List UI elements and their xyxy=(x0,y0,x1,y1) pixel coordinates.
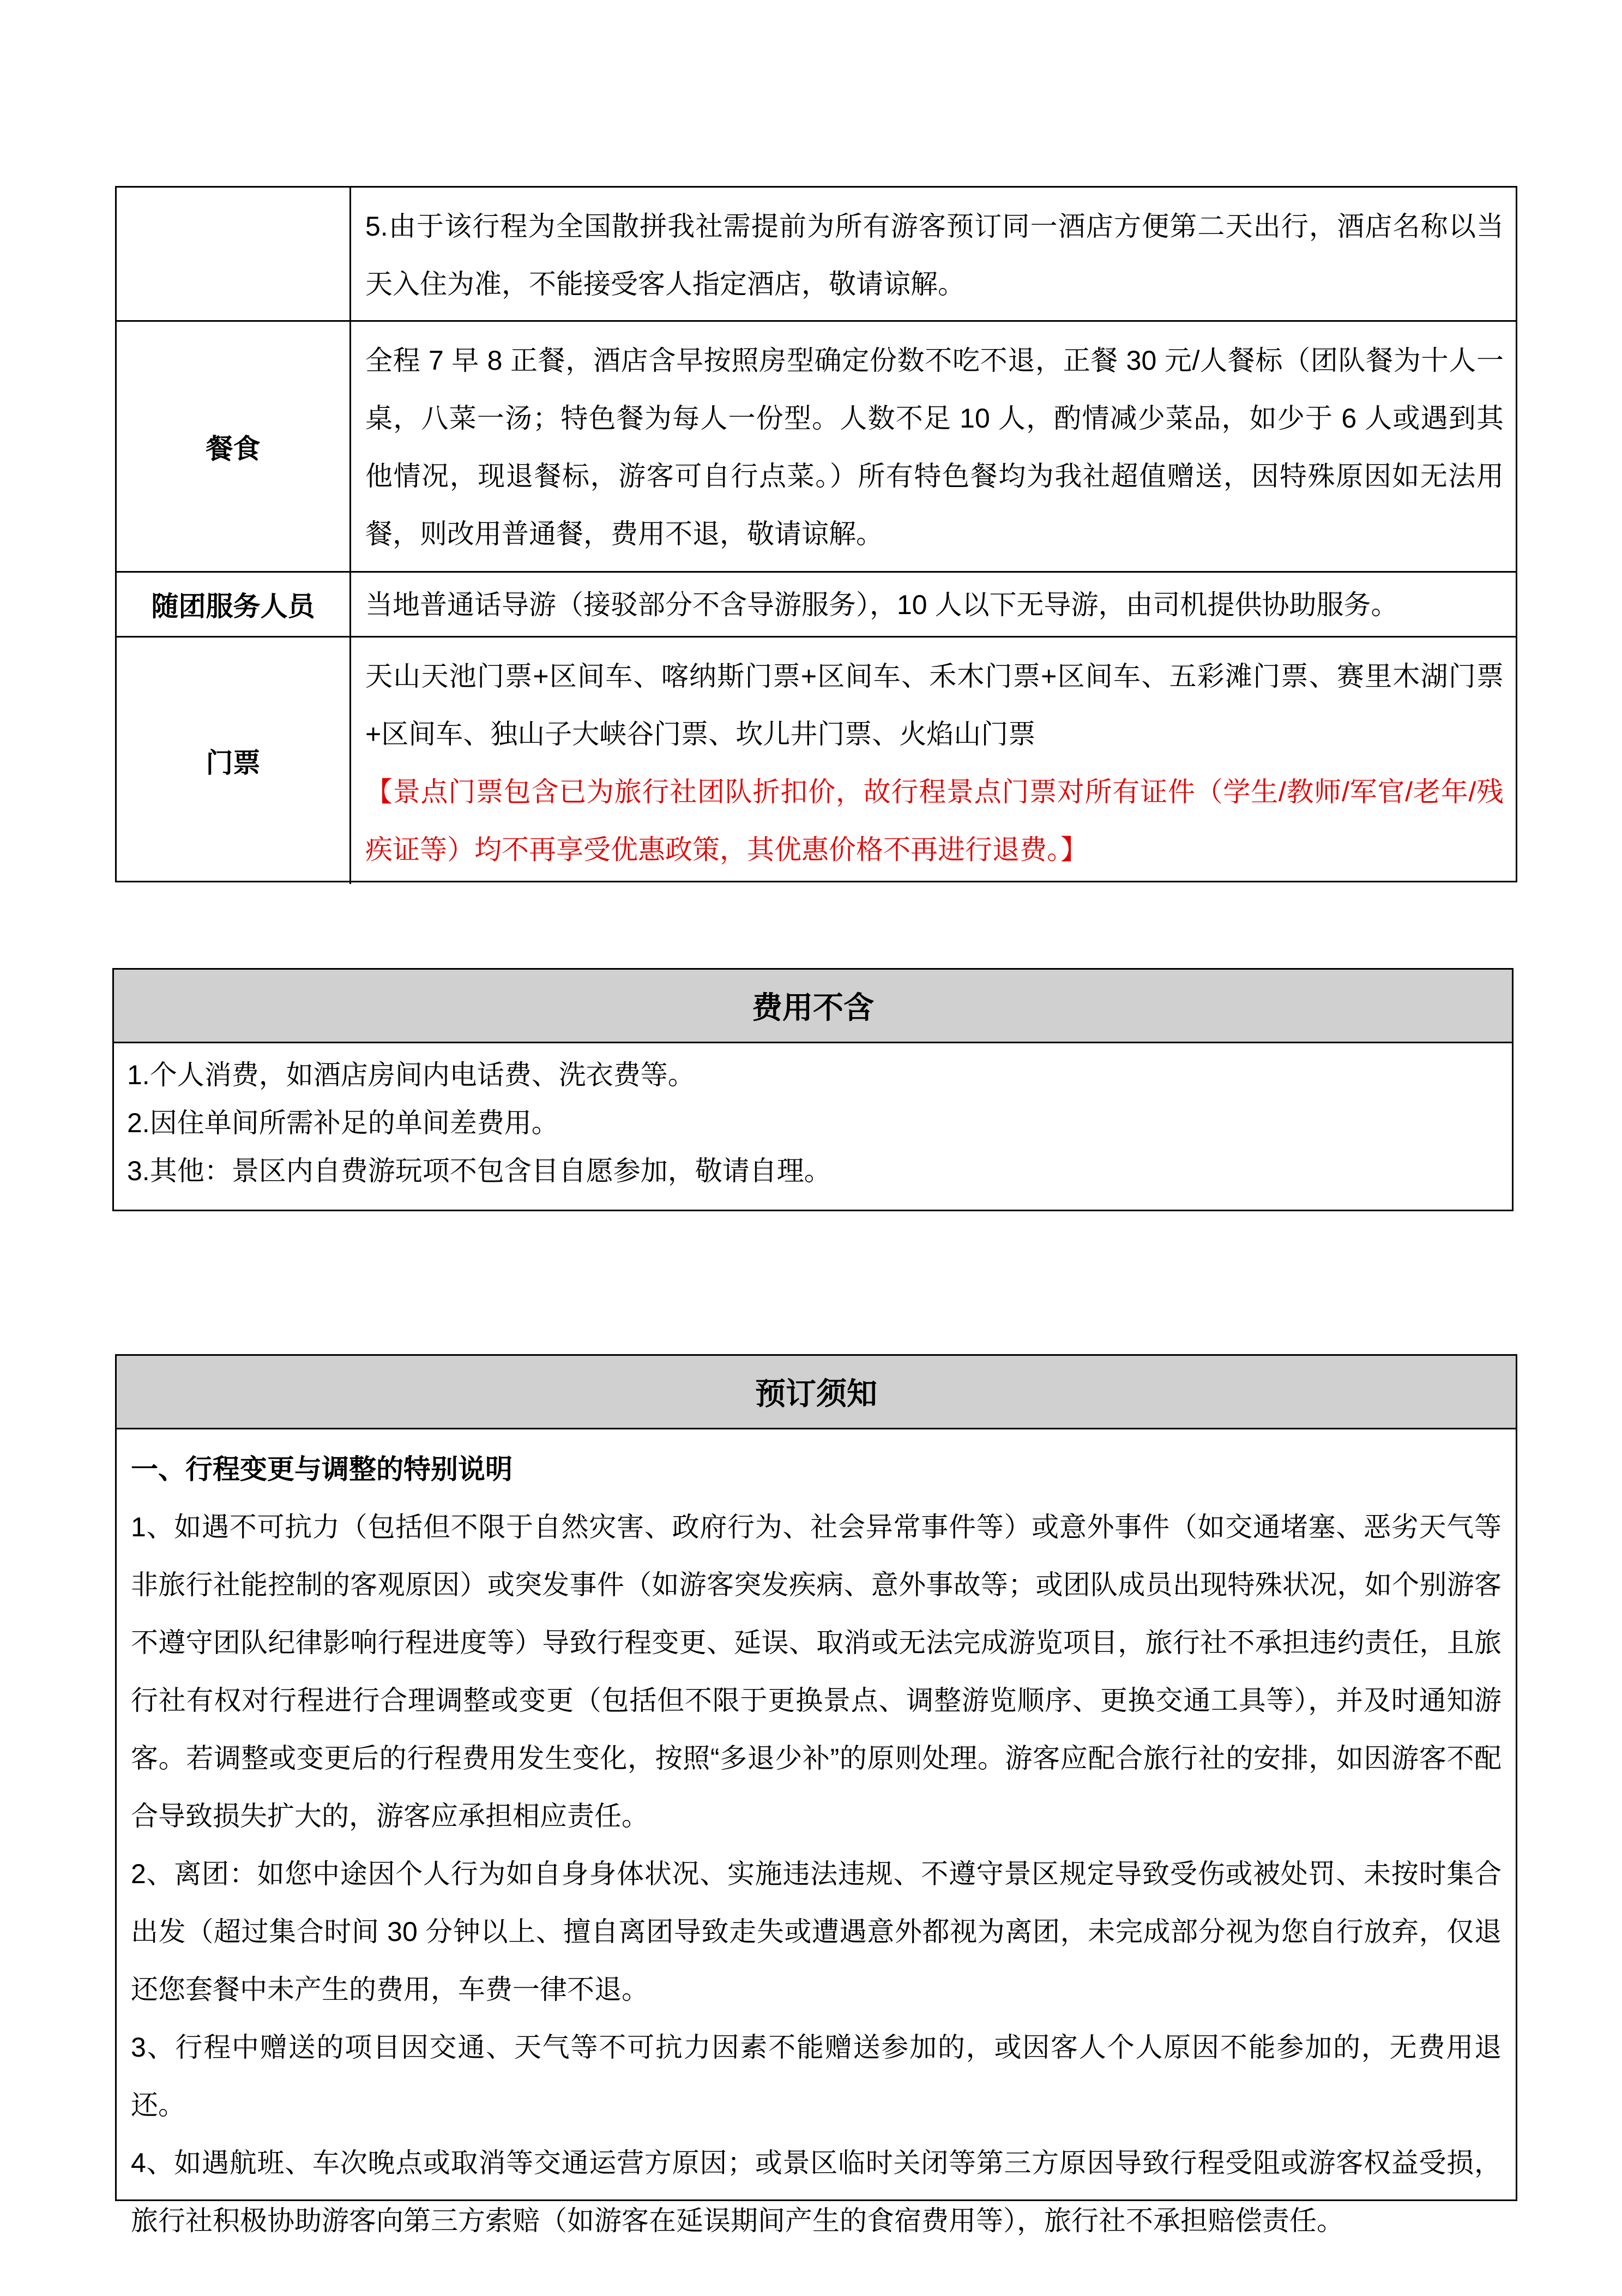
row-label: 门票 xyxy=(117,638,351,884)
row-label xyxy=(117,188,351,320)
booking-notes xyxy=(117,1429,1516,2261)
list-item: 2、离团：如您中途因个人行为如自身身体状况、实施违法违规、不遵守景区规定导致受伤或被处罚、未按时集合出发（超过集合时间 30 分钟以上、擅自离团导致走失或遭遇意外都视为离团，未完成部分视为您自行放弃，仅退还您套餐中未产生的费用，车费一律不退。 xyxy=(131,1859,1502,2005)
list-item: 3、行程中赠送的项目因交通、天气等不可抗力因素不能赠送参加的，或因客人个人原因不能参加的，无费用退还。 xyxy=(131,2032,1502,2120)
list-item: 1.个人消费，如酒店房间内电话费、洗衣费等。 xyxy=(127,1060,695,1090)
section-title: 预订须知 xyxy=(117,1356,1516,1429)
list-item: 2.因住单间所需补足的单间差费用。 xyxy=(127,1108,559,1138)
row-label: 随团服务人员 xyxy=(117,573,351,636)
excluded-costs-box xyxy=(112,968,1514,1211)
table-row-meals xyxy=(117,320,1516,571)
tickets-list: 天山天池门票+区间车、喀纳斯门票+区间车、禾木门票+区间车、五彩滩门票、赛里木湖门票+区间车、独山子大峡谷门票、坎儿井门票、火焰山门票 xyxy=(365,661,1504,749)
row-content: 全程 7 早 8 正餐，酒店含早按照房型确定份数不吃不退，正餐 30 元/人餐标（团队餐为十人一桌，八菜一汤；特色餐为每人一份型。人数不足 10 人，酌情减少菜品，如少于 6 人或遇到其他情况，现退餐标，游客可自行点菜。）所有特色餐均为我社超值赠送，因特殊原因如无法用餐，则改用普通餐，费用不退，敬请谅解。 xyxy=(365,345,1504,549)
table-row-hotel-note xyxy=(117,188,1516,320)
booking-notes-box xyxy=(115,1354,1517,2236)
list-item: 4、如遇航班、车次晚点或取消等交通运营方原因；或景区临时关闭等第三方原因导致行程受阻或游客权益受损，旅行社积极协助游客向第三方索赔（如游客在延误期间产生的食宿费用等），旅行社不承担赔偿责任。 xyxy=(131,2148,1502,2236)
excluded-list xyxy=(114,1043,1512,1203)
subsection-title: 一、行程变更与调整的特别说明 xyxy=(131,1454,512,1484)
row-content: 5.由于该行程为全国散拼我社需提前为所有游客预订同一酒店方便第二天出行，酒店名称以当天入住为准，不能接受客人指定酒店，敬请谅解。 xyxy=(365,211,1504,299)
row-label: 餐食 xyxy=(117,322,351,571)
row-content xyxy=(351,638,1516,884)
table-row-tickets xyxy=(117,636,1516,884)
tickets-notice: 【景点门票包含已为旅行社团队折扣价，故行程景点门票对所有证件（学生/教师/军官/老年/残疾证等）均不再享受优惠政策，其优惠价格不再进行退费。】 xyxy=(365,777,1504,865)
section-title: 费用不含 xyxy=(114,970,1512,1043)
table-row-guide xyxy=(117,571,1516,636)
list-item: 3.其他：景区内自费游玩项不包含目自愿参加，敬请自理。 xyxy=(127,1156,831,1186)
list-item: 1、如遇不可抗力（包括但不限于自然灾害、政府行为、社会异常事件等）或意外事件（如交通堵塞、恶劣天气等非旅行社能控制的客观原因）或突发事件（如游客突发疾病、意外事故等；或团队成员出现特殊状况，如个别游客不遵守团队纪律影响行程进度等）导致行程变更、延误、取消或无法完成游览项目，旅行社不承担违约责任，且旅行社有权对行程进行合理调整或变更（包括但不限于更换景点、调整游览顺序、更换交通工具等），并及时通知游客。若调整或变更后的行程费用发生变化，按照“多退少补”的原则处理。游客应配合旅行社的安排，如因游客不配合导致损失扩大的，游客应承担相应责任。 xyxy=(131,1512,1502,1831)
row-content: 当地普通话导游（接驳部分不含导游服务），10 人以下无导游，由司机提供协助服务。 xyxy=(365,590,1398,620)
included-services-table xyxy=(115,186,1517,882)
